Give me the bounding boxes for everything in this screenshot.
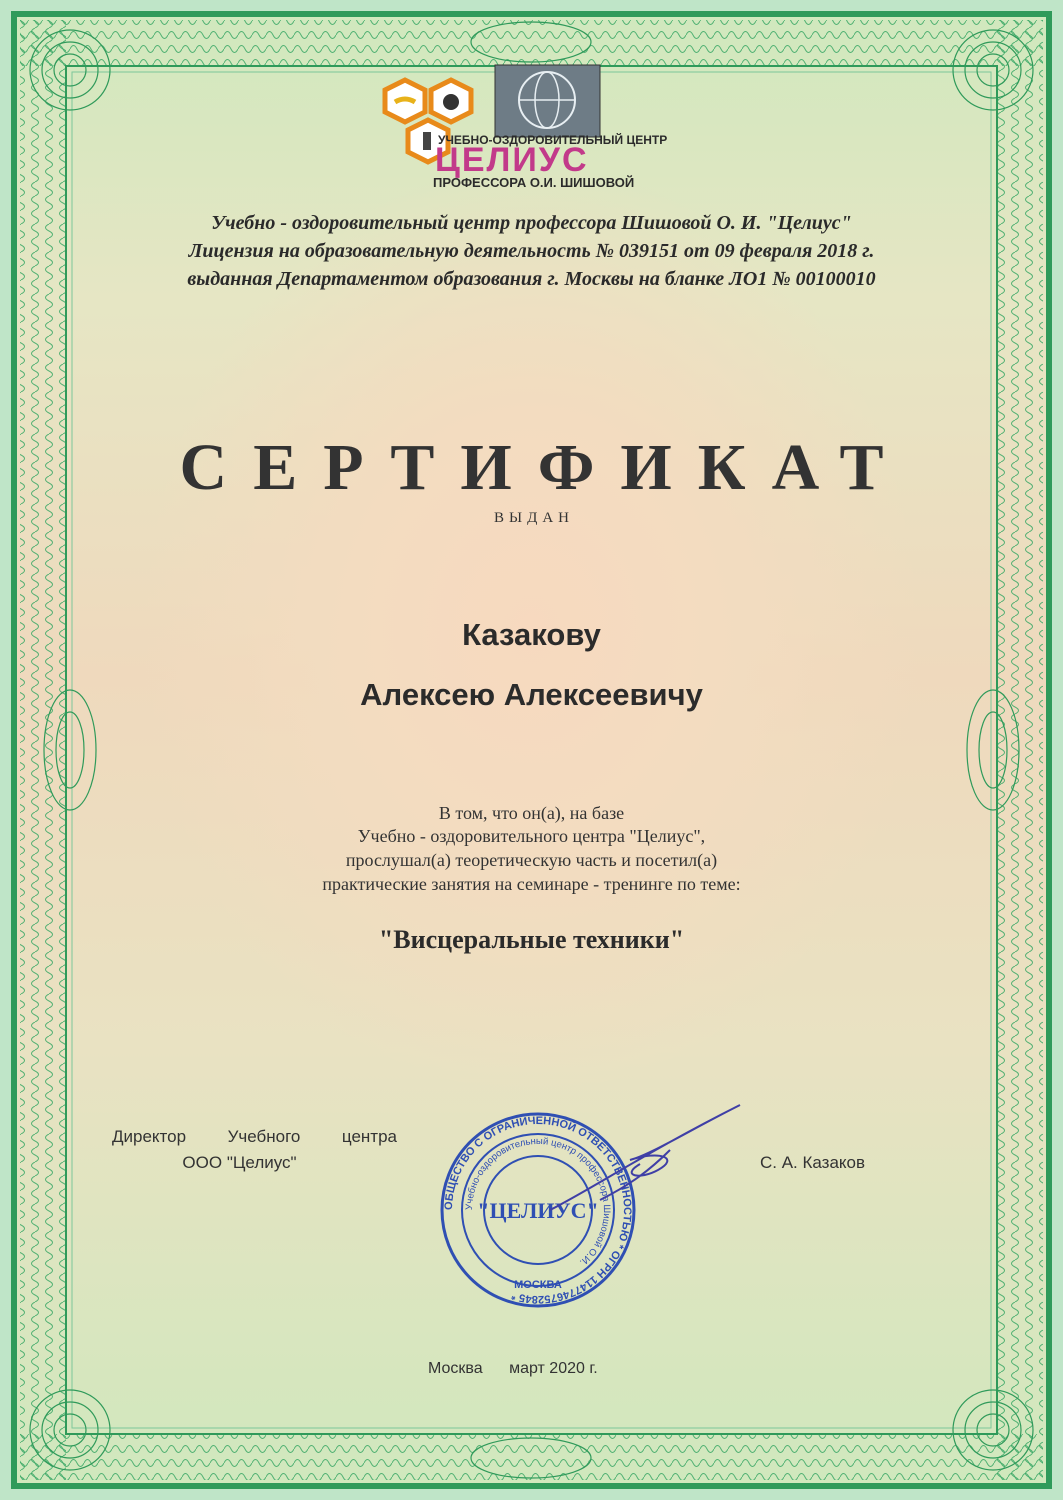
seal-center-text: "ЦЕЛИУС" [477,1198,599,1223]
signatory-name: С. А. Казаков [760,1153,866,1172]
seal-inner-text: Учебно-оздоровительный центр профессора Шишовой О.И. [463,1135,613,1268]
signatory-title [112,1127,397,1173]
recipient-given-name: Алексею Алексеевичу [360,677,703,712]
seal-city-text: МОСКВА [514,1279,562,1291]
logo-subtitle: ПРОФЕССОРА О.И. ШИШОВОЙ [433,175,635,190]
license-line-3: выданная Департаментом образования г. Москвы на бланке ЛО1 № 00100010 [187,268,876,290]
body-line-1: В том, что он(а), на базе [438,803,625,823]
issue-place-date [428,1360,620,1378]
body-line-3: прослушал(а) теоретическую часть и посетил(а) [345,850,718,870]
handwritten-signature [540,1100,760,1230]
signatory-org: ООО "Целиус" [182,1153,297,1172]
body-line-2: Учебно - оздоровительного центра "Целиус", [357,826,706,846]
logo-brand-name: ЦЕЛИУС [435,141,589,179]
license-line-2: Лицензия на образовательную деятельность № 039151 от 09 февраля 2018 г. [188,240,875,262]
license-line-1: Учебно - оздоровительный центр профессора Шишовой О. И. "Целиус" [211,212,852,234]
celius-logo [355,60,675,190]
logo-tagline: УЧЕБНО-ОЗДОРОВИТЕЛЬНЫЙ ЦЕНТР [438,133,668,147]
body-line-4: практические занятия на семинаре - тренинге по теме: [322,874,741,894]
issued-label: ВЫДАН [494,510,574,526]
issue-date: март 2020 г. [509,1360,598,1377]
signatory-role-educational: Учебного [227,1127,301,1146]
issue-city: Москва [428,1360,483,1377]
signatory-role-director: Директор [112,1127,187,1146]
signatory-role-center: центра [341,1127,397,1146]
certificate-title: СЕРТИФИКАТ [179,431,910,504]
hologram-globe-icon [495,65,600,137]
seal-outer-text: ОБЩЕСТВО С ОГРАНИЧЕННОЙ ОТВЕТСТВЕННОСТЬЮ * ОГРН 1147746752845 * [442,1114,634,1306]
seminar-topic: "Висцеральные техники" [378,925,685,954]
recipient-surname: Казакову [462,617,601,652]
